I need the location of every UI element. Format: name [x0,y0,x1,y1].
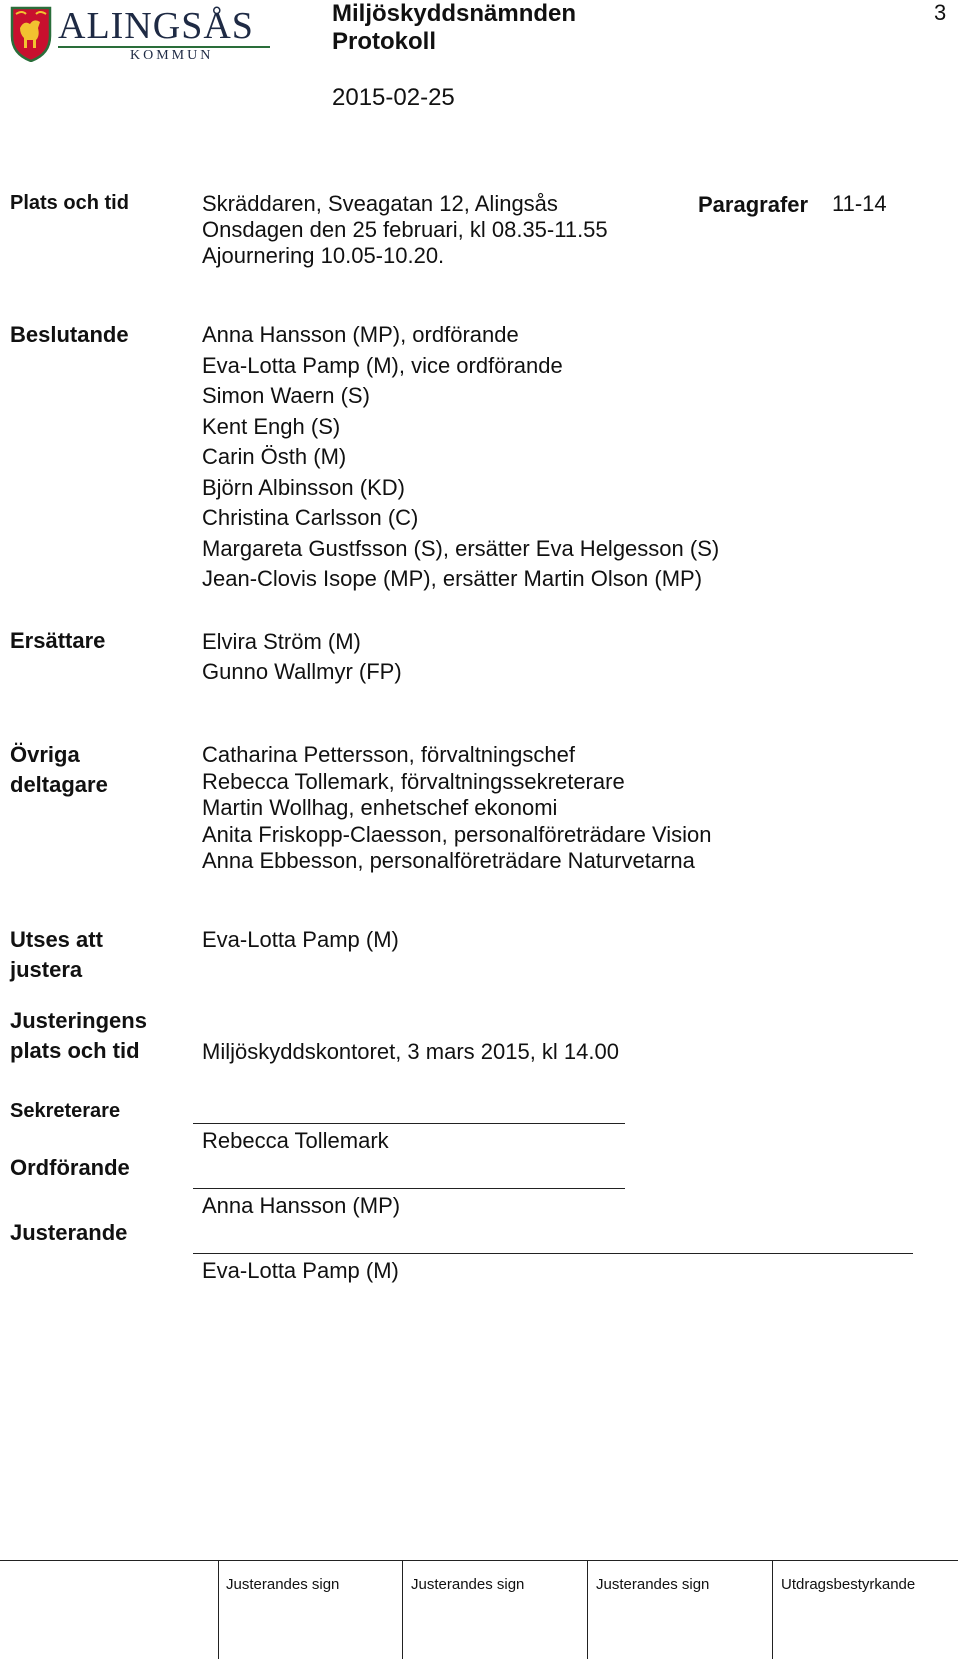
page-number: 3 [934,0,947,25]
list-item: Kent Engh (S) [202,413,341,439]
secretary-label: Sekreterare [10,1100,121,1122]
footer-top-line [0,1560,958,1561]
footer-cell-sign-2: Justerandes sign [411,1576,525,1593]
list-item: Catharina Pettersson, förvaltningschef [202,742,575,767]
list-item: Jean-Clovis Isope (MP), ersätter Martin Olson (MP) [202,566,703,591]
footer-cell-sign-1: Justerandes sign [226,1576,340,1593]
secretary-name: Rebecca Tollemark [202,1128,389,1153]
list-item: Carin Östh (M) [202,444,347,469]
decision-makers-list [202,320,719,595]
footer-divider [218,1560,219,1659]
others-list [202,742,712,875]
list-item: Anna Hansson (MP), ordförande [202,322,519,347]
footer-divider [402,1560,403,1659]
others-label [10,740,108,800]
list-item: Christina Carlsson (C) [202,505,419,530]
adjuster-label-line2: justera [10,957,83,982]
adjuster-value: Eva-Lotta Pamp (M) [202,927,399,952]
adjustment-label-line1: Justeringens [10,1008,147,1033]
municipality-logo [10,4,275,66]
substitutes-list [202,627,402,687]
coat-of-arms-icon [10,6,52,62]
paragraphs-label: Paragrafer [698,192,809,217]
list-item: Anna Ebbesson, personalföreträdare Naturvetarna [202,848,695,873]
list-item: Margareta Gustfsson (S), ersätter Eva Helgesson (S) [202,535,720,561]
footer-divider [772,1560,773,1659]
others-label-line1: Övriga [10,742,80,767]
adjustment-value: Miljöskyddskontoret, 3 mars 2015, kl 14.00 [202,1039,619,1064]
adjuster-sign-label: Justerande [10,1220,128,1245]
decision-makers-label: Beslutande [10,322,129,347]
chair-name: Anna Hansson (MP) [202,1193,401,1218]
place-details [202,191,608,269]
place-label: Plats och tid [10,192,129,214]
list-item: Simon Waern (S) [202,383,370,408]
document-type: Protokoll [332,28,437,55]
footer-table [0,1560,960,1659]
footer-cell-extract: Utdragsbestyrkande [781,1576,916,1593]
adjournment-line: Ajournering 10.05-10.20. [202,243,445,268]
list-item: Elvira Ström (M) [202,629,361,654]
adjustment-label-line2: plats och tid [10,1038,140,1063]
adjuster-signature-line [193,1253,913,1254]
others-label-line2: deltagare [10,772,108,797]
adjuster-label [10,925,103,985]
list-item: Gunno Wallmyr (FP) [202,659,402,684]
secretary-signature-line [193,1123,625,1124]
meeting-date: 2015-02-25 [332,84,455,111]
adjuster-label-line1: Utses att [10,927,103,952]
footer-cell-sign-3: Justerandes sign [596,1576,710,1593]
logo-subtitle: KOMMUN [130,48,214,63]
list-item: Martin Wollhag, enhetschef ekonomi [202,795,558,820]
adjustment-label [10,1006,147,1066]
place-line: Skräddaren, Sveagatan 12, Alingsås [202,191,558,216]
list-item: Rebecca Tollemark, förvaltningssekreterare [202,768,625,794]
chair-label: Ordförande [10,1155,130,1180]
footer-divider [587,1560,588,1659]
time-line: Onsdagen den 25 februari, kl 08.35-11.55 [202,217,608,242]
list-item: Björn Albinsson (KD) [202,474,405,500]
paragraphs-value: 11-14 [832,191,887,216]
adjuster-name: Eva-Lotta Pamp (M) [202,1258,399,1283]
list-item: Anita Friskopp-Claesson, personalföreträdare Vision [202,821,712,847]
chair-signature-line [193,1188,625,1189]
list-item: Eva-Lotta Pamp (M), vice ordförande [202,352,563,378]
committee-name: Miljöskyddsnämnden [332,0,577,27]
substitutes-label: Ersättare [10,628,106,653]
logo-name: ALINGSÅS [58,5,254,47]
